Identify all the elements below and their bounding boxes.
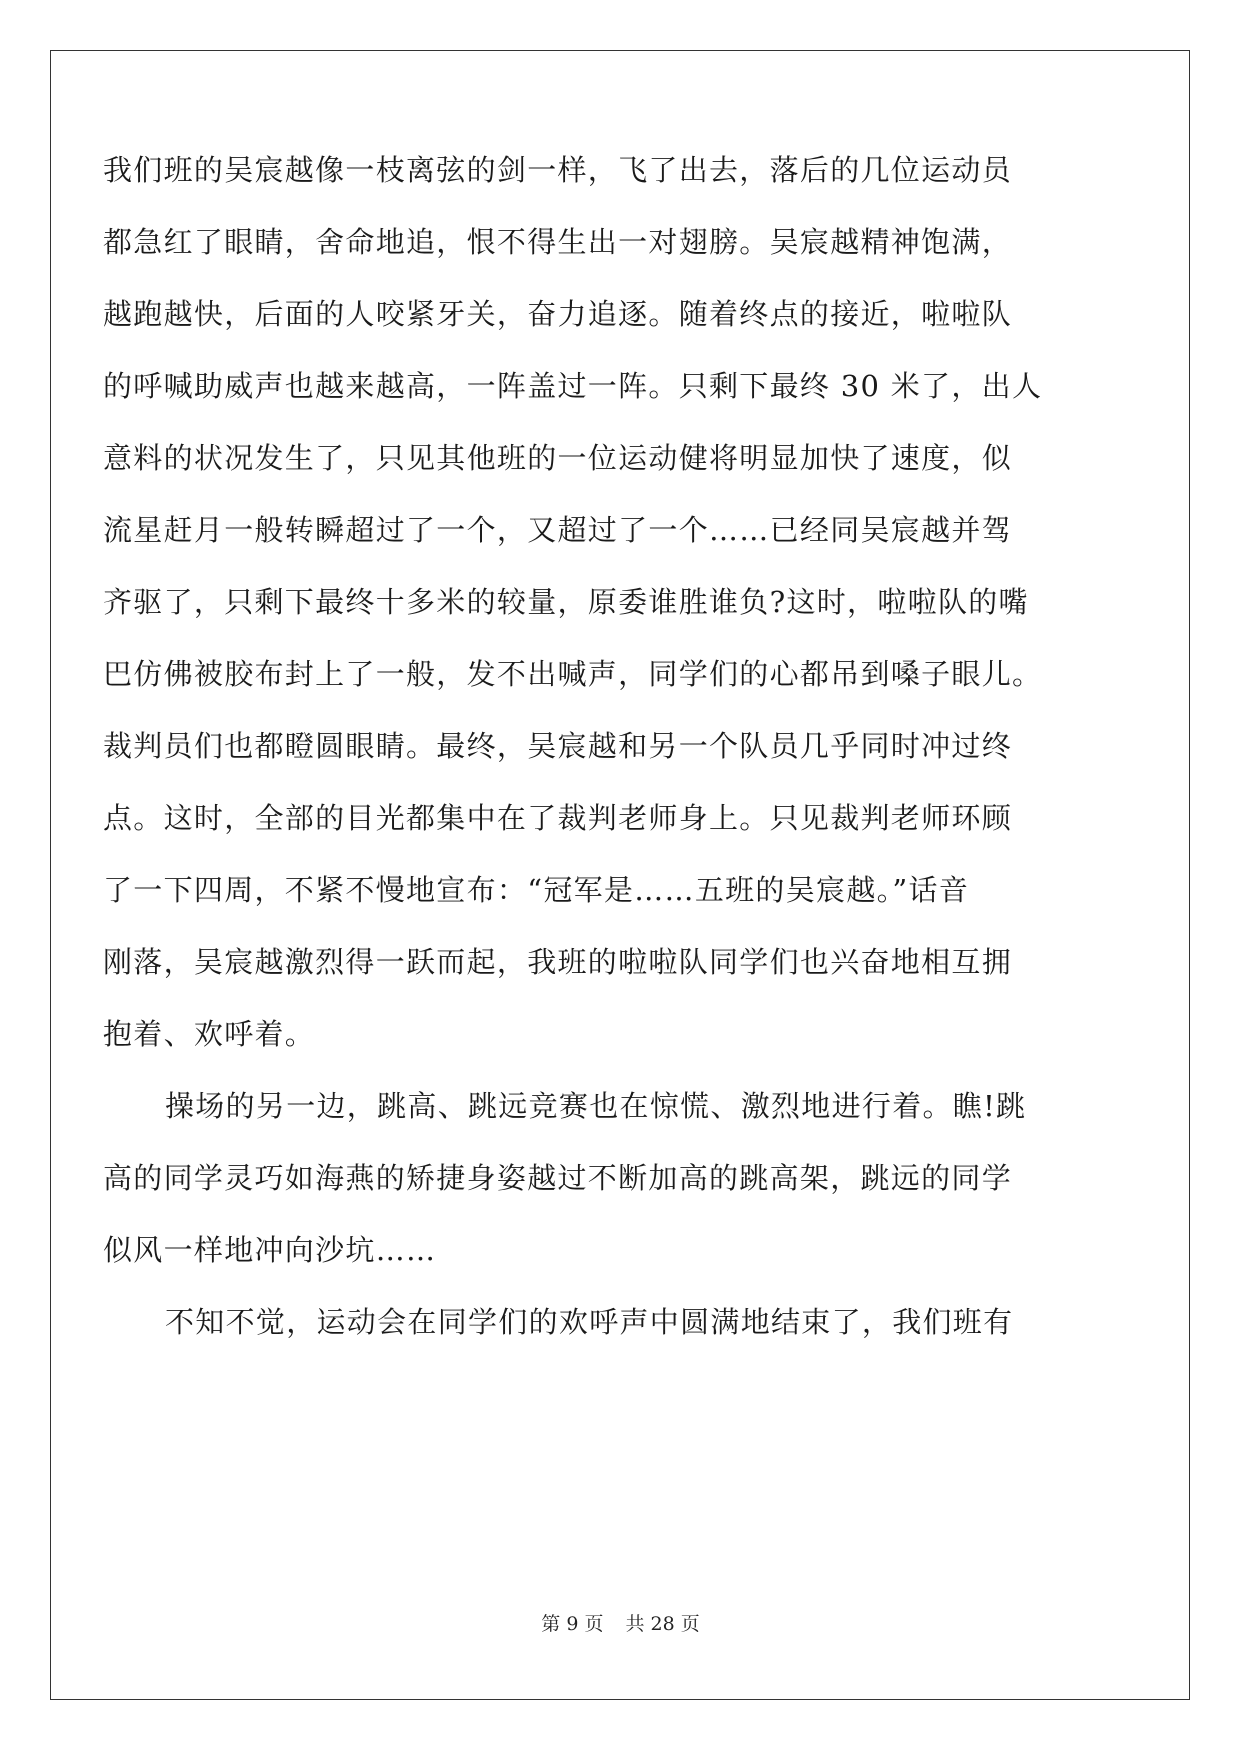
text-line: 操场的另一边，跳高、跳远竞赛也在惊慌、激烈地进行着。瞧!跳 bbox=[165, 1089, 1027, 1123]
text-line: 似风一样地冲向沙坑…… bbox=[103, 1233, 437, 1267]
text-line: 刚落，吴宸越激烈得一跃而起，我班的啦啦队同学们也兴奋地相互拥 bbox=[103, 945, 1013, 979]
text-line: 点。这时，全部的目光都集中在了裁判老师身上。只见裁判老师环顾 bbox=[103, 801, 1013, 835]
text-line: 裁判员们也都瞪圆眼睛。最终，吴宸越和另一个队员几乎同时冲过终 bbox=[103, 729, 1013, 763]
text-line: 抱着、欢呼着。 bbox=[103, 1017, 316, 1051]
text-line: 都急红了眼睛，舍命地追，恨不得生出一对翅膀。吴宸越精神饱满， bbox=[103, 225, 1013, 259]
text-line: 齐驱了，只剩下最终十多米的较量，原委谁胜谁负?这时，啦啦队的嘴 bbox=[103, 585, 1029, 619]
page-number: 第 9 页 bbox=[541, 1613, 604, 1635]
text-line: 越跑越快，后面的人咬紧牙关，奋力追逐。随着终点的接近，啦啦队 bbox=[103, 297, 1013, 331]
text-line: 了一下四周，不紧不慢地宣布：“冠军是……五班的吴宸越。”话音 bbox=[103, 873, 970, 907]
text-line: 我们班的吴宸越像一枝离弦的剑一样，飞了出去，落后的几位运动员 bbox=[103, 153, 1013, 187]
text-line: 意料的状况发生了，只见其他班的一位运动健将明显加快了速度，似 bbox=[103, 441, 1013, 475]
text-line: 高的同学灵巧如海燕的矫捷身姿越过不断加高的跳高架，跳远的同学 bbox=[103, 1161, 1013, 1195]
text-line: 流星赶月一般转瞬超过了一个，又超过了一个……已经同吴宸越并驾 bbox=[103, 513, 1013, 547]
text-line: 不知不觉，运动会在同学们的欢呼声中圆满地结束了，我们班有 bbox=[165, 1305, 1014, 1339]
text-line: 的呼喊助威声也越来越高，一阵盖过一阵。只剩下最终 30 米了，出人 bbox=[103, 369, 1043, 403]
page-total: 共 28 页 bbox=[625, 1613, 700, 1635]
page-footer bbox=[0, 1609, 1241, 1636]
text-line: 巴仿佛被胶布封上了一般，发不出喊声，同学们的心都吊到嗓子眼儿。 bbox=[103, 657, 1043, 691]
